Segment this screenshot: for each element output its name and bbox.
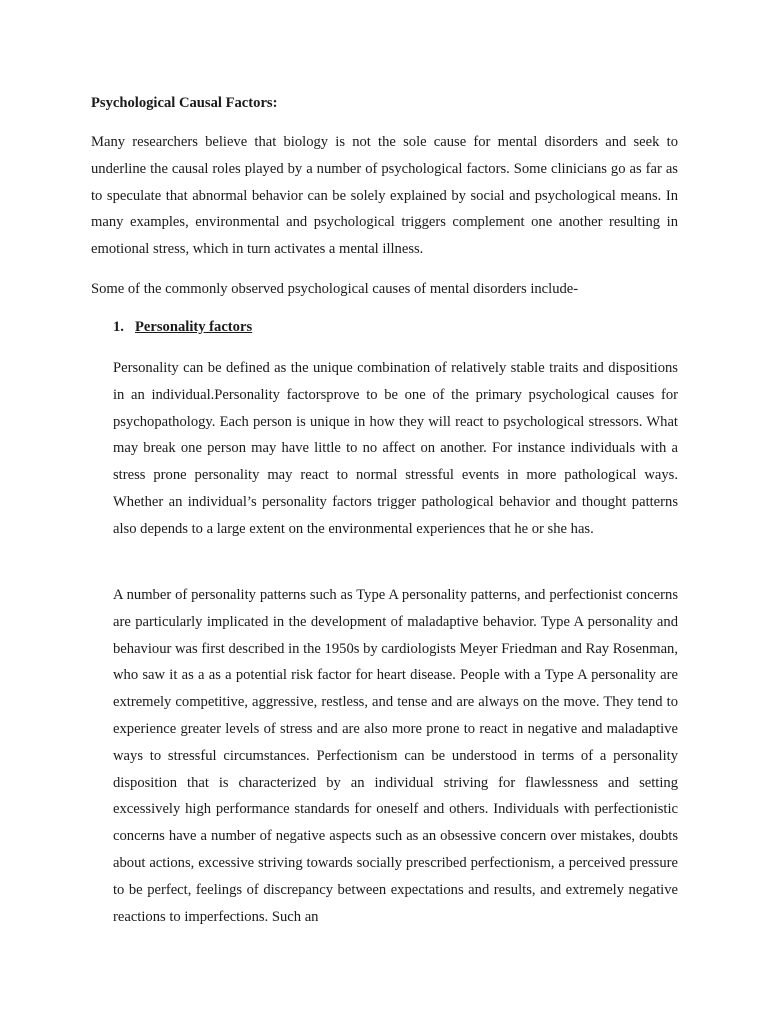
section-heading xyxy=(113,317,252,337)
section-paragraph-2: A number of personality patterns such as Type A personality patterns, and perfectionist concerns are particularly implicated in the development of maladaptive behavior. Type A personality and behaviour was first described in the 1950s by cardiologists Meyer Friedman and Ray Rosenman, who saw it as a as a potential risk factor for heart disease. People with a Type A personality are extremely competitive, aggressive, restless, and tense and are always on the move. They tend to experience greater levels of stress and are also more prone to react in negative and maladaptive ways to stressful circumstances. Perfectionism can be understood in terms of a personality disposition that is characterized by an individual striving for flawlessness and setting excessively high performance standards for oneself and others. Individuals with perfectionistic concerns have a number of negative aspects such as an obsessive concern over mistakes, doubts about actions, excessive striving towards socially prescribed perfectionism, a perceived pressure to be perfect, feelings of discrepancy between expectations and results, and extremely negative reactions to imperfections. Such an xyxy=(113,587,678,925)
section-paragraph-1: Personality can be defined as the unique combination of relatively stable traits and dispositions in an individual.Personality factorsprove to be one of the primary psychological causes for psychopathology. Each person is unique in how they will react to psychological stressors. What may break one person may have little to no affect on another. For instance individuals with a stress prone personality may react to normal stressful events in more pathological ways. Whether an individual’s personality factors trigger pathological behavior and thought patterns also depends to a large extent on the environmental experiences that he or she has. xyxy=(113,360,678,537)
intro-paragraph: Many researchers believe that biology is not the sole cause for mental disorders and seek to underline the causal roles played by a number of psychological factors. Some clinicians go as far as to speculate that abnormal behavior can be solely explained by social and psychological means. In many examples, environmental and psychological triggers complement one another resulting in emotional stress, which in turn activates a mental illness. xyxy=(91,134,678,258)
section-number: 1. xyxy=(113,319,124,335)
document-heading: Psychological Causal Factors: xyxy=(91,95,278,111)
lead-in-paragraph: Some of the commonly observed psychological causes of mental disorders include- xyxy=(91,281,579,297)
section-title: Personality factors xyxy=(135,319,253,335)
